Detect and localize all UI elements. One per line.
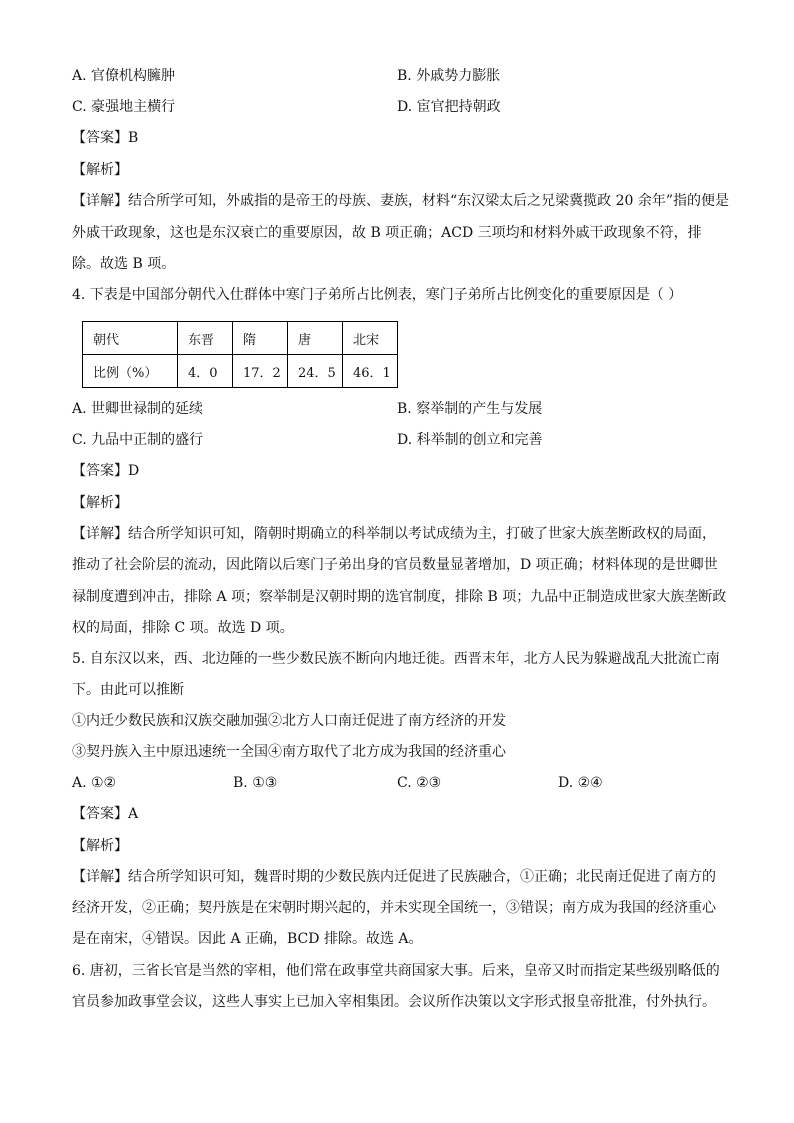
table-cell: 北宋 [343,322,398,355]
q4-option-d: D. 科举制的创立和完善 [397,432,543,448]
table-cell: 17．2 [233,355,288,388]
table-header-row [83,322,398,355]
q6-stem-line: 6. 唐初，三省长官是当然的宰相，他们常在政事堂共商国家大事。后来，皇帝又时而指定某些级别略低的 [72,963,720,979]
q3-detail-line: 除。故选 B 项。 [72,256,176,272]
q4-answer: 【答案】D [72,463,140,479]
table-row [83,355,398,388]
q5-detail-line: 是在南宋，④错误。因此 A 正确，BCD 排除。故选 A。 [72,931,423,947]
table-cell: 唐 [288,322,343,355]
q3-analysis-label: 【解析】 [72,162,128,178]
q4-detail-line: 【详解】结合所学知识可知，隋朝时期确立的科举制以考试成绩为主，打破了世家大族垄断政权的局面， [72,526,716,542]
q5-stem-line: 5. 自东汉以来，西、北边陲的一些少数民族不断向内地迁徙。西晋末年，北方人民为躲避战乱大批流亡南 [72,651,720,667]
table-cell: 朝代 [83,322,178,355]
q5-stem-line: ①内迁少数民族和汉族交融加强②北方人口南迁促进了南方经济的开发 [72,713,506,729]
q5-stem-line: ③契丹族入主中原迅速统一全国④南方取代了北方成为我国的经济重心 [72,744,506,760]
table-cell: 24．5 [288,355,343,388]
q5-option-d: D. ②④ [558,775,603,791]
q5-option-a: A. ①② [72,775,117,791]
q3-option-a: A. 官僚机构臃肿 [72,68,176,84]
q4-option-a: A. 世卿世禄制的延续 [72,401,204,417]
q3-detail-line: 外戚干政现象，这也是东汉衰亡的重要原因，故 B 项正确；ACD 三项均和材料外戚干政现象不符，排 [72,225,702,241]
q4-data-table [82,321,398,388]
q4-option-c: C. 九品中正制的盛行 [72,432,204,448]
q5-option-b: B. ①③ [233,775,278,791]
q5-detail-line: 经济开发，②正确；契丹族是在宋朝时期兴起的，并未实现全国统一，③错误；南方成为我国的经济重心 [72,900,716,916]
q4-analysis-label: 【解析】 [72,495,128,511]
q5-stem-line: 下。由此可以推断 [72,682,184,698]
q4-stem: 4. 下表是中国部分朝代入仕群体中寒门子弟所占比例表，寒门子弟所占比例变化的重要原因是（ ） [72,287,683,303]
q4-detail-line: 权的局面，排除 C 项。故选 D 项。 [72,620,294,636]
q3-answer: 【答案】B [72,130,139,146]
q4-detail-line: 禄制度遭到冲击，排除 A 项；察举制是汉朝时期的选官制度，排除 B 项；九品中正制造成世家大族垄断政 [72,589,727,605]
q4-detail-line: 推动了社会阶层的流动，因此隋以后寒门子弟出身的官员数量显著增加，D 项正确；材料体现的是世卿世 [72,557,718,573]
q5-answer: 【答案】A [72,806,139,822]
q5-detail-line: 【详解】结合所学知识可知，魏晋时期的少数民族内迁促进了民族融合，①正确；北民南迁促进了南方的 [72,869,716,885]
q3-option-b: B. 外戚势力膨胀 [397,68,501,84]
q4-option-b: B. 察举制的产生与发展 [397,401,543,417]
q6-stem-line: 官员参加政事堂会议，这些人事实上已加入宰相集团。会议所作决策以文字形式报皇帝批准，付外执行。 [72,994,716,1010]
table-cell: 东晋 [178,322,233,355]
table-cell: 比例（%） [83,355,178,388]
q5-analysis-label: 【解析】 [72,838,128,854]
q5-option-c: C. ②③ [397,775,442,791]
q3-option-d: D. 宦官把持朝政 [397,99,501,115]
q3-detail-line: 【详解】结合所学可知，外戚指的是帝王的母族、妻族，材料“东汉梁太后之兄梁冀揽政 20 余年”指的便是 [72,193,730,209]
table-cell: 4．0 [178,355,233,388]
table-cell: 46．1 [343,355,398,388]
table-cell: 隋 [233,322,288,355]
q3-option-c: C. 豪强地主横行 [72,99,176,115]
